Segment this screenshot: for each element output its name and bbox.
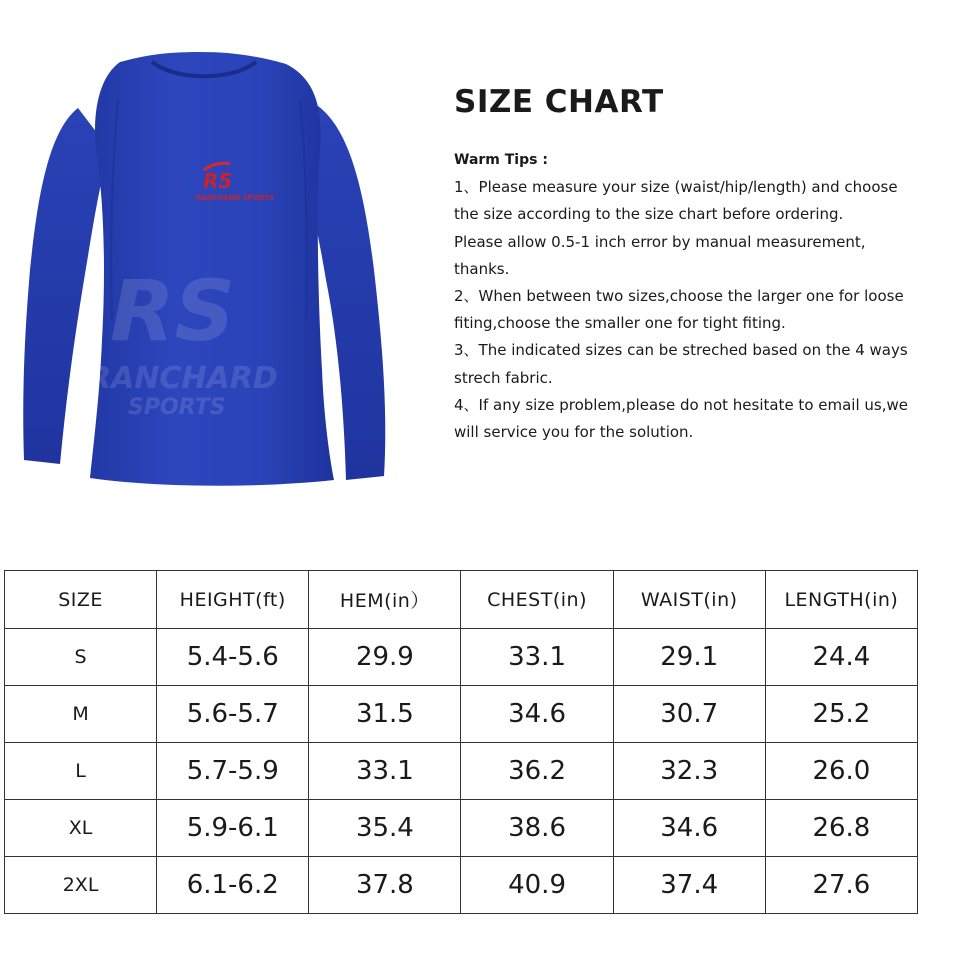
column-header-length: LENGTH(in) <box>765 571 917 629</box>
tips-line: fiting,choose the smaller one for tight fiting. <box>454 314 786 333</box>
size-cell: XL <box>5 800 157 857</box>
tips-line: will service you for the solution. <box>454 423 694 442</box>
chest-cell: 34.6 <box>461 686 613 743</box>
hem-cell: 33.1 <box>309 743 461 800</box>
tips-line: 3、The indicated sizes can be streched based on the 4 ways <box>454 341 908 360</box>
tips-line: 1、Please measure your size (waist/hip/length) and choose <box>454 178 898 197</box>
column-header-size: SIZE <box>5 571 157 629</box>
height-cell: 5.9-6.1 <box>157 800 309 857</box>
column-header-chest: CHEST(in) <box>461 571 613 629</box>
table-row <box>5 800 918 857</box>
chest-cell: 33.1 <box>461 629 613 686</box>
chest-cell: 40.9 <box>461 857 613 914</box>
table-row <box>5 629 918 686</box>
chest-cell: 38.6 <box>461 800 613 857</box>
table-row <box>5 686 918 743</box>
waist-cell: 32.3 <box>613 743 765 800</box>
tips-heading: Warm Tips : <box>454 152 548 168</box>
tips-line: Please allow 0.5-1 inch error by manual measurement, <box>454 232 866 251</box>
column-header-height: HEIGHT(ft) <box>157 571 309 629</box>
logo-mark: R5 <box>203 169 233 193</box>
length-cell: 27.6 <box>765 857 917 914</box>
left-sleeve <box>23 108 110 464</box>
waist-cell: 34.6 <box>613 800 765 857</box>
height-cell: 5.4-5.6 <box>157 629 309 686</box>
column-header-hem: HEM(in） <box>309 571 461 629</box>
waist-cell: 29.1 <box>613 629 765 686</box>
warm-tips <box>454 147 960 446</box>
table-header-row <box>5 571 918 629</box>
length-cell: 25.2 <box>765 686 917 743</box>
svg-text:SPORTS: SPORTS <box>128 395 226 420</box>
hem-cell: 31.5 <box>309 686 461 743</box>
hem-cell: 37.8 <box>309 857 461 914</box>
logo-brand-text: RANCHARD SPORTS <box>196 194 274 202</box>
tips-line: strech fabric. <box>454 368 553 387</box>
tips-line: thanks. <box>454 259 510 278</box>
length-cell: 26.8 <box>765 800 917 857</box>
length-cell: 24.4 <box>765 629 917 686</box>
tips-line: 2、When between two sizes,choose the larger one for loose <box>454 287 904 306</box>
height-cell: 5.6-5.7 <box>157 686 309 743</box>
table-row <box>5 857 918 914</box>
table-row <box>5 743 918 800</box>
tips-line: the size according to the size chart before ordering. <box>454 205 844 224</box>
svg-text:RS: RS <box>110 262 236 360</box>
page-title: SIZE CHART <box>454 84 664 120</box>
tips-line: 4、If any size problem,please do not hesitate to email us,we <box>454 395 908 414</box>
chest-cell: 36.2 <box>461 743 613 800</box>
waist-cell: 30.7 <box>613 686 765 743</box>
shirt-illustration <box>0 40 430 510</box>
product-image <box>0 40 430 510</box>
size-cell: 2XL <box>5 857 157 914</box>
size-cell: S <box>5 629 157 686</box>
svg-text:RANCHARD: RANCHARD <box>88 361 278 396</box>
hem-cell: 29.9 <box>309 629 461 686</box>
height-cell: 5.7-5.9 <box>157 743 309 800</box>
size-cell: L <box>5 743 157 800</box>
height-cell: 6.1-6.2 <box>157 857 309 914</box>
column-header-waist: WAIST(in) <box>613 571 765 629</box>
size-table <box>4 570 918 914</box>
length-cell: 26.0 <box>765 743 917 800</box>
hem-cell: 35.4 <box>309 800 461 857</box>
waist-cell: 37.4 <box>613 857 765 914</box>
size-cell: M <box>5 686 157 743</box>
